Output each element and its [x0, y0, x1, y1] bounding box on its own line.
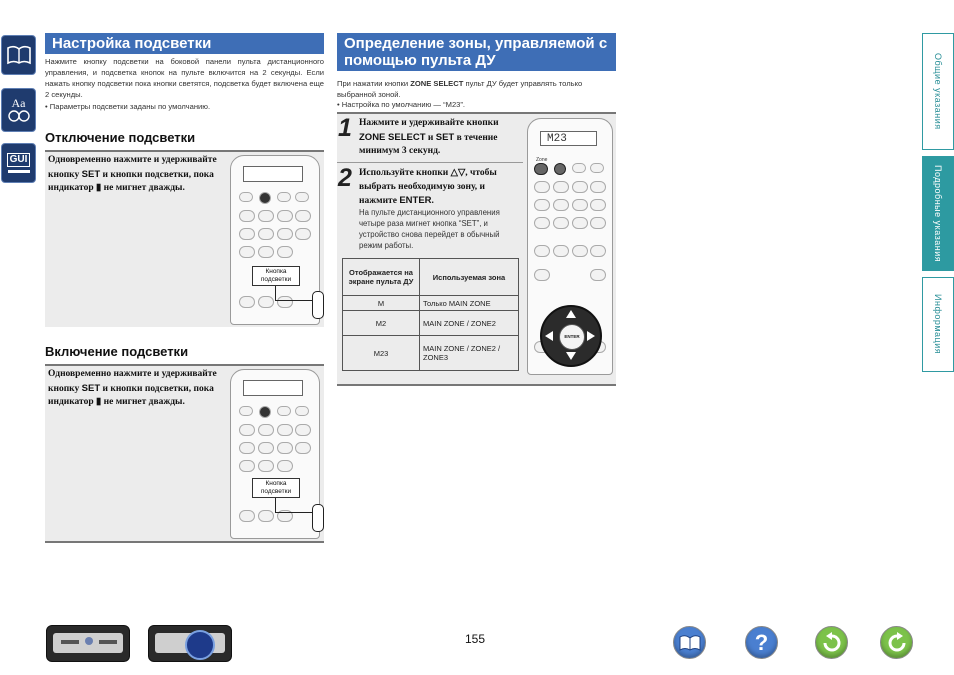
- zone-table: [342, 258, 519, 371]
- gui-icon[interactable]: GUI: [1, 143, 36, 183]
- backlight-button-marker: [312, 291, 324, 319]
- dpad: [540, 305, 602, 367]
- manual-icon[interactable]: [673, 626, 706, 659]
- tab-information[interactable]: Информация: [922, 277, 954, 372]
- forward-icon[interactable]: [880, 626, 913, 659]
- remote-illustration-on: [230, 369, 320, 539]
- device-front-panel-icon[interactable]: [46, 625, 130, 662]
- section-title-zone: Определение зоны, управляемой с помощью пульта ДУ: [337, 33, 616, 71]
- help-icon[interactable]: ?: [745, 626, 778, 659]
- zone-table-container: [342, 258, 519, 371]
- section-title: Настройка подсветки: [45, 33, 324, 54]
- indicator-icon: ▮: [96, 183, 102, 193]
- callout-backlight-button: Кнопка подсветки: [252, 478, 300, 498]
- table-header: Отображается на экране пульта ДУ: [343, 259, 420, 296]
- set-button: [259, 192, 271, 204]
- glossary-icon[interactable]: Aa: [1, 88, 36, 132]
- instruction-off: Одновременно нажмите и удерживайте кнопку SET и кнопки подсветки, пока индикатор ▮ не мигнет дважды.: [48, 155, 217, 193]
- remote-lcd: M23: [540, 131, 597, 146]
- table-header: Используемая зона: [420, 259, 519, 296]
- zone-select-button: [534, 163, 548, 175]
- table-row: M23 MAIN ZONE / ZONE2 / ZONE3: [343, 336, 519, 371]
- step2-text: Используйте кнопки △▽, чтобы выбрать необходимую зону, и нажмите ENTER.: [359, 168, 497, 206]
- zone-default-note: • Настройка по умолчанию — “M23”.: [337, 100, 466, 109]
- default-note-text: Параметры подсветки заданы по умолчанию.: [49, 102, 211, 111]
- instruction-on: Одновременно нажмите и удерживайте кнопку SET и кнопки подсветки, пока индикатор ▮ не мигнет дважды.: [48, 369, 217, 407]
- step1-text: Нажмите и удерживайте кнопки ZONE SELECT и SET в течение минимум 3 секунд.: [359, 118, 499, 156]
- default-note: • Параметры подсветки заданы по умолчанию.: [45, 102, 211, 111]
- device-rear-panel-icon[interactable]: [148, 625, 232, 662]
- up-arrow-icon: [566, 310, 576, 318]
- tab-detailed[interactable]: Подробные указания: [922, 156, 954, 271]
- intro-text: Нажмите кнопку подсветки на боковой панели пульта дистанционного управления, и подсветка кнопок на пульте включится на 2 секунды. Если нажать кнопку подсветки пока кнопки светятся, подсветка будет включена еще 2 секунды.: [45, 57, 324, 99]
- left-arrow-icon: [545, 331, 553, 341]
- step-number: 2: [338, 164, 352, 192]
- set-button: [554, 163, 566, 175]
- enter-button: ENTER: [559, 324, 585, 350]
- page-number: 155: [465, 632, 486, 646]
- table-row: M Только MAIN ZONE: [343, 296, 519, 311]
- remote-lcd: [243, 166, 303, 182]
- table-row: M2 MAIN ZONE / ZONE2: [343, 311, 519, 336]
- book-icon[interactable]: [1, 35, 36, 75]
- subsection-heading-off: Отключение подсветки: [45, 130, 196, 145]
- down-arrow-icon: [566, 352, 576, 360]
- backlight-button-marker: [312, 504, 324, 532]
- step2-note: На пульте дистанционного управления четыре раза мигнет кнопка “SET”, и устройство снова перейдет в обычный режим работы.: [359, 208, 500, 250]
- remote-lcd: [243, 380, 303, 396]
- subsection-heading-on: Включение подсветки: [45, 344, 189, 359]
- zone-intro: При нажатии кнопки ZONE SELECT пульт ДУ будет управлять только выбранной зоной.: [337, 79, 583, 99]
- step-number: 1: [338, 114, 352, 142]
- zone-default-note-text: Настройка по умолчанию — “M23”.: [341, 100, 466, 109]
- zone-label: Zone: [536, 157, 548, 163]
- back-icon[interactable]: [815, 626, 848, 659]
- indicator-icon: ▮: [96, 397, 102, 407]
- callout-backlight-button: Кнопка подсветки: [252, 266, 300, 286]
- set-button: [259, 406, 271, 418]
- tab-general[interactable]: Общие указания: [922, 33, 954, 150]
- right-arrow-icon: [587, 331, 595, 341]
